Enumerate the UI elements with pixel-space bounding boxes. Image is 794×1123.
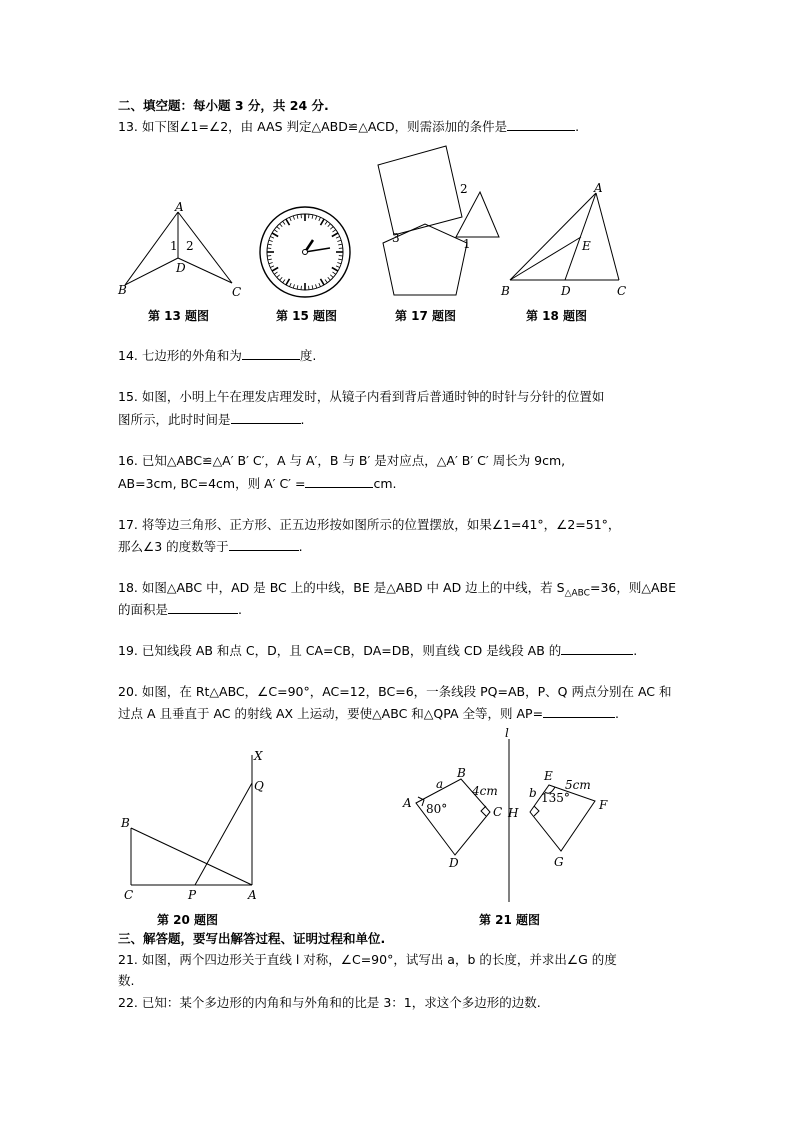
- fig18-label-D: D: [561, 284, 571, 298]
- fig21-label-F: F: [599, 798, 608, 812]
- clock-tick: [286, 279, 290, 285]
- q18-text-b: =36，则△ABE: [589, 580, 676, 595]
- caption-fig21: 第 21 题图: [479, 913, 541, 927]
- fig21-label-l: l: [505, 726, 509, 740]
- fig13-angle-1: 1: [170, 239, 178, 253]
- clock-tick: [332, 268, 338, 272]
- fig13-label-D: D: [176, 261, 186, 275]
- q20-end: .: [615, 706, 620, 721]
- clock-tick: [293, 284, 294, 288]
- question-19: [118, 641, 637, 660]
- clock-tick: [277, 275, 280, 278]
- fig18-label-C: C: [617, 284, 627, 298]
- clock-tick: [321, 219, 325, 225]
- question-18-line1: [118, 579, 676, 603]
- clock-tick: [321, 279, 325, 285]
- fig18-label-E: E: [582, 239, 591, 253]
- q15-text: 图所示，此时时间是: [118, 412, 231, 427]
- fig21-label-G: G: [554, 855, 564, 869]
- q18-end: .: [238, 602, 242, 617]
- figure-20: [115, 743, 275, 903]
- clock-tick: [269, 263, 273, 264]
- clock-tick: [290, 283, 292, 287]
- clock-tick: [269, 240, 273, 241]
- fig17-angle-1: 1: [463, 237, 471, 251]
- clock-tick: [316, 216, 317, 220]
- fig13-label-A: A: [175, 200, 184, 214]
- caption-fig13: 第 13 题图: [148, 309, 210, 323]
- clock-tick: [319, 217, 321, 221]
- q20-text: 过点 A 且垂直于 AC 的射线 AX 上运动，要使△ABC 和△QPA 全等，则 AP=: [118, 706, 544, 721]
- clock-tick: [272, 233, 278, 237]
- fig20-label-P: P: [188, 888, 197, 902]
- fig17-angle-3: 3: [392, 231, 400, 245]
- clock-tick: [283, 221, 285, 224]
- section2-heading: 二、填空题：每小题 3 分，共 24 分.: [118, 98, 329, 113]
- question-17-line1: 17. 将等边三角形、正方形、正五边形按如图所示的位置摆放，如果∠1=41°，∠2=51°，: [118, 517, 621, 532]
- q18-answer-blank[interactable]: [168, 600, 238, 614]
- fig18-label-B: B: [501, 284, 510, 298]
- fig13-label-C: C: [232, 285, 242, 299]
- question-21-line2: 数.: [118, 973, 135, 988]
- figure-17: [373, 145, 508, 300]
- fig20-label-Q: Q: [254, 779, 264, 793]
- question-22: 22. 已知：某个多边形的内角和与外角和的比是 3：1，求这个多边形的边数.: [118, 995, 541, 1010]
- question-16-line2: [118, 474, 397, 493]
- clock-tick: [270, 266, 274, 268]
- q13-answer-blank[interactable]: [507, 117, 575, 131]
- clock-tick: [325, 280, 327, 283]
- question-18-line2: [118, 600, 242, 619]
- question-20-line2: [118, 704, 619, 723]
- clock-tick: [330, 275, 333, 278]
- clock-tick: [297, 215, 298, 219]
- question-14: [118, 346, 316, 365]
- q15-answer-blank[interactable]: [231, 410, 301, 424]
- question-13: [118, 117, 579, 136]
- fig20-label-A: A: [248, 888, 257, 902]
- clock-tick: [328, 224, 331, 227]
- question-21-line1: 21. 如图，两个四边形关于直线 l 对称，∠C=90°，试写出 a，b 的长度，并求出∠G 的度: [118, 952, 617, 967]
- fig21-label-B: B: [457, 766, 466, 780]
- clock-tick: [280, 277, 283, 280]
- fig21-angle-135: 135°: [541, 791, 570, 805]
- figure-13: [115, 195, 245, 300]
- fig21-label-E: E: [544, 769, 553, 783]
- fig21-label-D: D: [449, 856, 459, 870]
- fig21-label-5cm: 5cm: [565, 778, 591, 792]
- clock-tick: [336, 266, 340, 268]
- q18-text: 的面积是: [118, 602, 169, 617]
- clock-tick: [274, 230, 277, 232]
- clock-tick: [283, 280, 285, 283]
- clock-tick: [286, 219, 290, 225]
- q19-text: 19. 已知线段 AB 和点 C，D，且 CA=CB，DA=DB，则直线 CD 是线段 AB 的: [118, 643, 562, 658]
- figure-18: [498, 180, 638, 300]
- clock-tick: [319, 283, 321, 287]
- clock-tick: [330, 227, 333, 230]
- caption-fig17: 第 17 题图: [395, 309, 457, 323]
- clock-tick: [316, 284, 317, 288]
- q16-text: AB=3cm, BC=4cm，则 A′ C′ =: [118, 476, 306, 491]
- fig21-label-A: A: [403, 796, 412, 810]
- fig21-label-b: b: [529, 786, 537, 800]
- clock-tick: [338, 259, 342, 260]
- q14-text: 14. 七边形的外角和为: [118, 348, 242, 363]
- q14-answer-blank[interactable]: [242, 346, 300, 360]
- caption-fig15: 第 15 题图: [276, 309, 338, 323]
- q17-text: 那么∠3 的度数等于: [118, 539, 229, 554]
- question-20-line1: 20. 如图，在 Rt△ABC，∠C=90°，AC=12，BC=6，一条线段 PQ=AB，P、Q 两点分别在 AC 和: [118, 684, 672, 699]
- fig18-label-A: A: [594, 181, 603, 195]
- q17-end: .: [298, 539, 303, 554]
- fig21-label-4cm: 4cm: [472, 784, 498, 798]
- fig21-angle-80: 80°: [426, 802, 448, 816]
- q18-text-a: 18. 如图△ABC 中，AD 是 BC 上的中线，BE 是△ABD 中 AD 边上的中线，若 S: [118, 580, 565, 595]
- question-17-line2: [118, 537, 303, 556]
- clock-tick: [337, 240, 341, 241]
- q19-answer-blank[interactable]: [561, 641, 633, 655]
- q20-answer-blank[interactable]: [543, 704, 615, 718]
- fig17-angle-2: 2: [460, 182, 468, 196]
- fig20-label-C: C: [124, 888, 134, 902]
- fig20-label-B: B: [121, 816, 130, 830]
- section3-heading: 三、解答题，要写出解答过程、证明过程和单位.: [118, 931, 386, 946]
- figure-21: [398, 725, 628, 905]
- question-15-line1: 15. 如图，小明上午在理发店理发时，从镜子内看到背后普通时钟的时针与分针的位置如: [118, 389, 605, 404]
- clock-tick: [312, 285, 313, 289]
- clock-tick: [274, 272, 277, 274]
- q13-end: .: [575, 119, 580, 134]
- clock-tick: [277, 227, 280, 230]
- q16-unit: cm.: [373, 476, 397, 491]
- clock-tick: [336, 237, 340, 239]
- q15-end: .: [300, 412, 305, 427]
- fig21-label-a: a: [436, 777, 444, 791]
- figure-15-clock: [258, 205, 352, 299]
- caption-fig20: 第 20 题图: [157, 913, 219, 927]
- clock-tick: [337, 263, 341, 264]
- clock-tick: [297, 285, 298, 289]
- q18-subscript: △ABC: [564, 588, 590, 599]
- q17-answer-blank[interactable]: [229, 537, 299, 551]
- fig21-label-H: H: [508, 806, 519, 820]
- clock-tick: [333, 272, 336, 274]
- fig20-label-X: X: [254, 749, 263, 763]
- clock-tick: [268, 259, 272, 260]
- question-15-line2: [118, 410, 305, 429]
- fig13-label-B: B: [118, 283, 127, 297]
- clock-tick: [272, 268, 278, 272]
- fig21-label-C: C: [493, 805, 503, 819]
- clock-tick: [325, 221, 327, 224]
- clock-tick: [293, 216, 294, 220]
- clock-tick: [312, 215, 313, 219]
- clock-tick: [333, 230, 336, 232]
- q19-end: .: [633, 643, 638, 658]
- clock-tick: [328, 277, 331, 280]
- caption-fig18: 第 18 题图: [526, 309, 588, 323]
- fig13-angle-2: 2: [186, 239, 194, 253]
- clock-tick: [338, 244, 342, 245]
- clock-tick: [268, 244, 272, 245]
- q14-end: 度.: [299, 348, 317, 363]
- q16-answer-blank[interactable]: [305, 474, 373, 488]
- clock-tick: [332, 233, 338, 237]
- clock-tick: [270, 237, 274, 239]
- q13-text: 13. 如下图∠1=∠2，由 AAS 判定△ABD≌△ACD，则需添加的条件是: [118, 119, 508, 134]
- clock-tick: [290, 217, 292, 221]
- question-16-line1: 16. 已知△ABC≌△A′ B′ C′，A 与 A′，B 与 B′ 是对应点，△A′ B′ C′ 周长为 9cm,: [118, 453, 566, 468]
- clock-tick: [280, 224, 283, 227]
